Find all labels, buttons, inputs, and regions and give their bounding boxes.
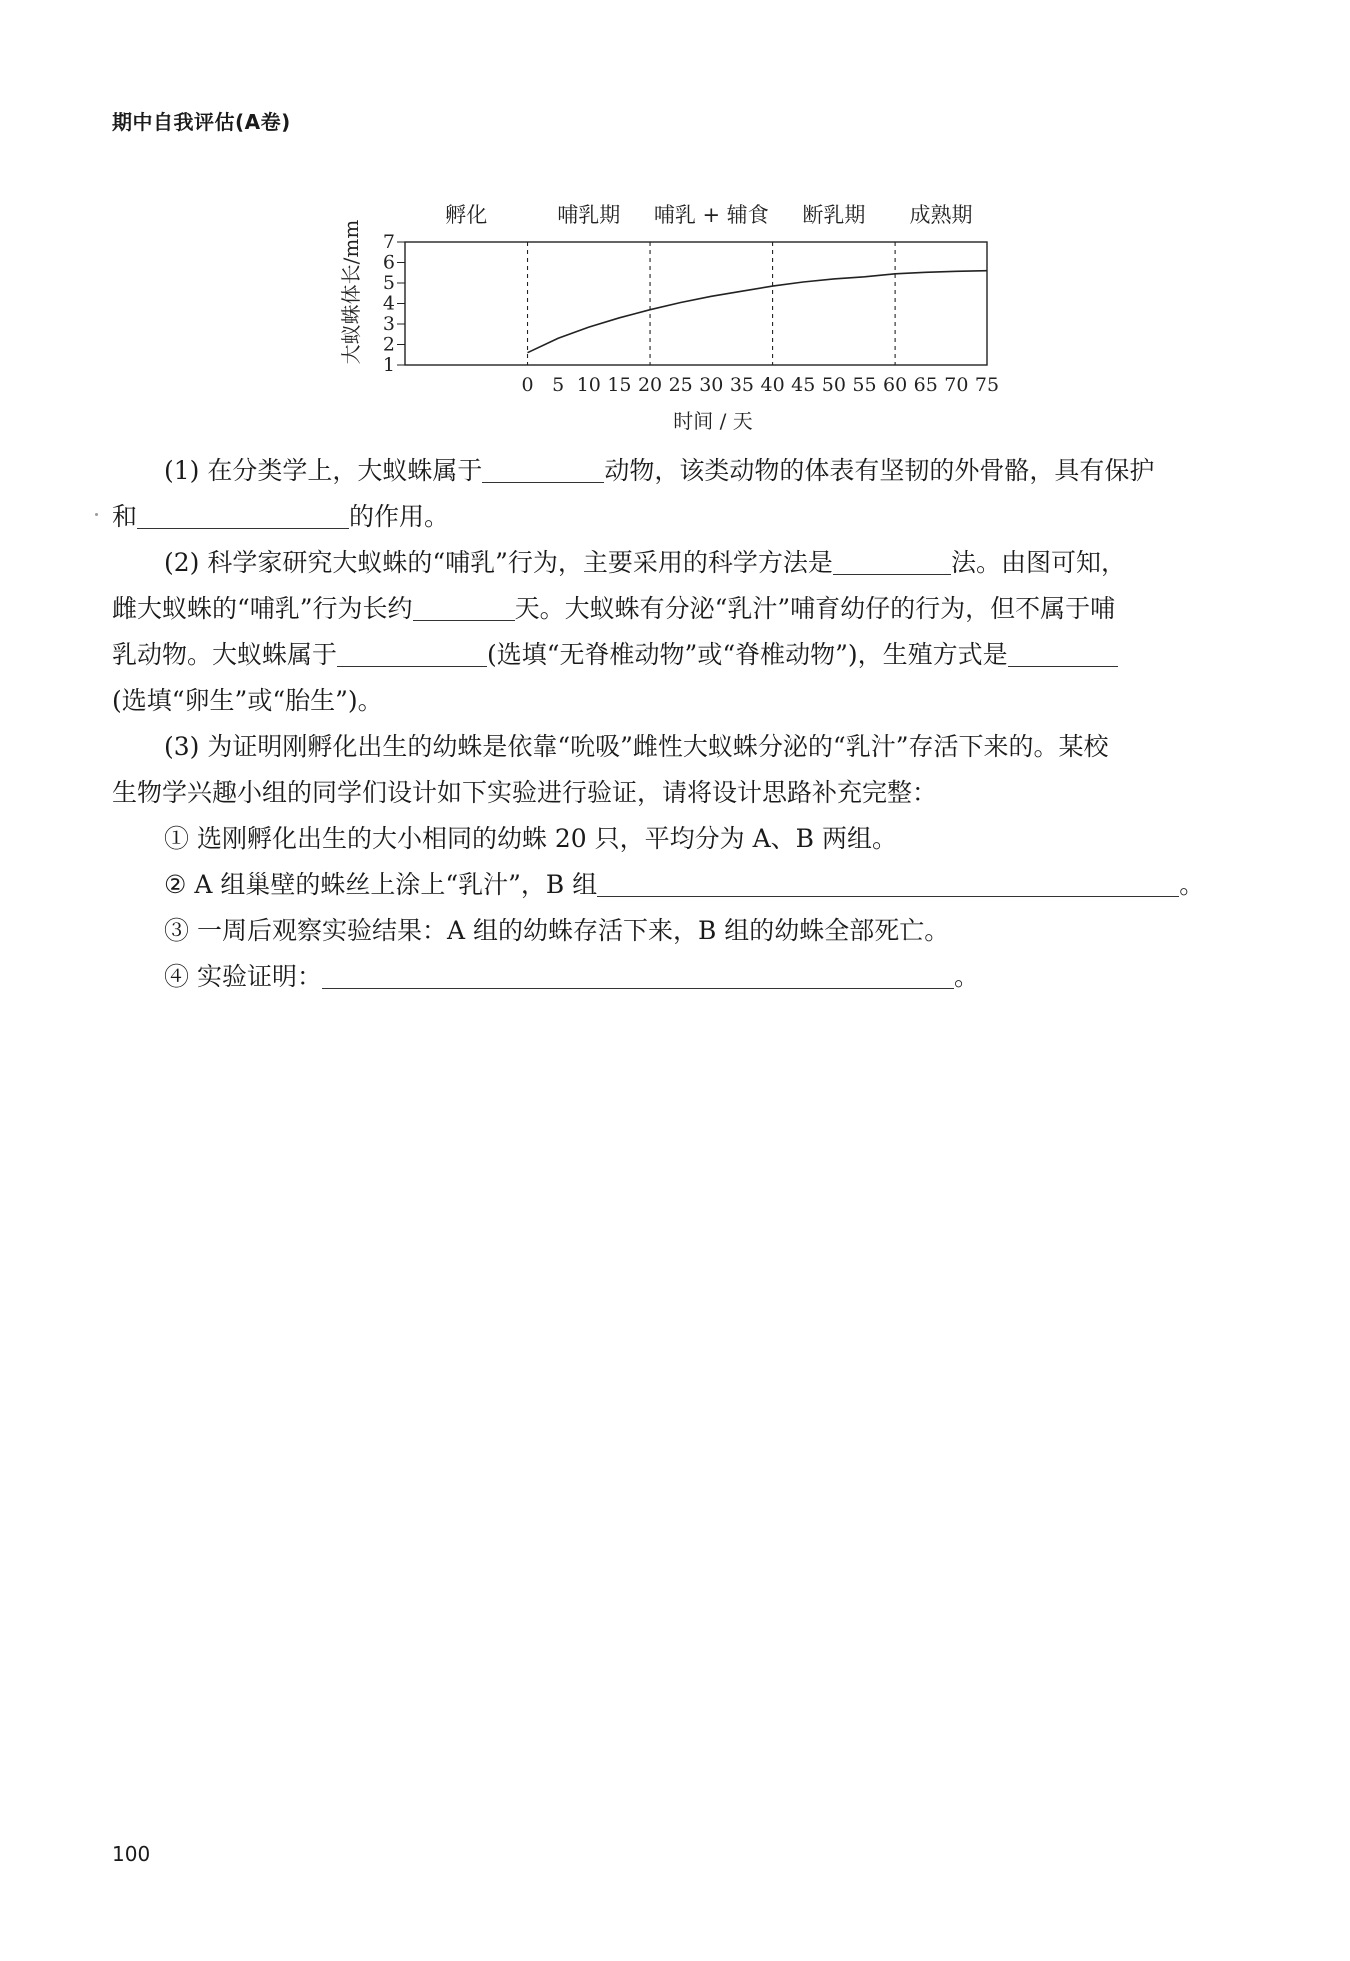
x-tick-label: 5 <box>552 374 565 396</box>
x-tick-label: 55 <box>852 374 877 396</box>
phase-label: 断乳期 <box>802 203 866 227</box>
q3-step4: ④ 实验证明： 。 <box>112 954 1234 1000</box>
x-tick-label: 65 <box>913 374 938 396</box>
phase-label: 成熟期 <box>909 203 973 227</box>
q1-blank-2[interactable] <box>137 498 349 529</box>
y-tick-label: 6 <box>382 251 395 274</box>
phase-label: 孵化 <box>445 203 488 227</box>
y-tick-label: 2 <box>382 333 395 356</box>
x-axis-label: 时间 / 天 <box>673 409 753 433</box>
x-tick-label: 0 <box>521 374 534 396</box>
y-tick-label: 4 <box>382 292 395 315</box>
q1-blank-1[interactable] <box>482 452 604 483</box>
q3-line2: 生物学兴趣小组的同学们设计如下实验进行验证，请将设计思路补充完整： <box>112 778 938 807</box>
q1-line2: 和 的作用。 <box>112 494 1234 540</box>
plot-frame <box>405 242 987 365</box>
q3-blank-conclusion[interactable] <box>322 958 954 989</box>
x-tick-label: 35 <box>729 374 755 396</box>
phase-label: 哺乳期 <box>557 203 621 227</box>
y-tick-label: 7 <box>382 231 395 253</box>
x-tick-label: 60 <box>883 374 908 396</box>
x-ticks <box>521 374 999 396</box>
x-tick-label: 40 <box>760 374 785 396</box>
q3-blank-b-group[interactable] <box>597 866 1179 897</box>
q1-line1: (1) 在分类学上，大蚁蛛属于 动物，该类动物的体表有坚韧的外骨骼，具有保护 <box>112 448 1234 494</box>
y-ticks <box>383 231 405 376</box>
y-tick-label: 1 <box>382 354 395 376</box>
q2-blank-days[interactable] <box>413 590 515 621</box>
q2-line2: 雌大蚁蛛的“哺乳”行为长约 天。大蚁蛛有分泌“乳汁”哺育幼仔的行为，但不属于哺 <box>112 586 1234 632</box>
page-header: 期中自我评估(A卷) <box>112 110 291 134</box>
x-tick-label: 75 <box>974 374 1000 396</box>
phase-label: 哺乳 + 辅食 <box>653 203 769 227</box>
x-tick-label: 15 <box>607 374 632 396</box>
q2-blank-class[interactable] <box>337 636 487 667</box>
phase-labels <box>445 203 972 227</box>
x-tick-label: 10 <box>576 374 601 396</box>
y-axis-label: 大蚁蛛体长/mm <box>339 219 363 365</box>
scan-dot <box>95 513 98 516</box>
phase-boundaries <box>528 242 896 365</box>
q2-line3: 乳动物。大蚁蛛属于 (选填“无脊椎动物”或“脊椎动物”)，生殖方式是 <box>112 632 1234 678</box>
q3-line1: (3) 为证明刚孵化出生的幼蛛是依靠“吮吸”雌性大蚁蛛分泌的“乳汁”存活下来的。某校 <box>164 732 1109 761</box>
q2-blank-method[interactable] <box>833 544 951 575</box>
growth-chart <box>330 190 1010 435</box>
x-tick-label: 20 <box>637 374 663 396</box>
q2-line1: (2) 科学家研究大蚁蛛的“哺乳”行为，主要采用的科学方法是 法。由图可知， <box>112 540 1234 586</box>
q3-step3: ③ 一周后观察实验结果：A 组的幼蛛存活下来，B 组的幼蛛全部死亡。 <box>164 916 950 945</box>
x-tick-label: 45 <box>791 374 816 396</box>
x-tick-label: 70 <box>944 374 969 396</box>
x-tick-label: 30 <box>699 374 724 396</box>
page-number: 100 <box>112 1842 151 1866</box>
q2-blank-repro[interactable] <box>1008 636 1118 667</box>
q3-step1: ① 选刚孵化出生的大小相同的幼蛛 20 只，平均分为 A、B 两组。 <box>164 824 897 853</box>
y-tick-label: 3 <box>382 313 395 335</box>
q2-line4: (选填“卵生”或“胎生”)。 <box>112 686 383 715</box>
x-tick-label: 50 <box>821 374 846 396</box>
q3-step2: ② A 组巢壁的蛛丝上涂上“乳汁”，B 组 。 <box>112 862 1234 908</box>
growth-curve <box>528 271 988 353</box>
y-tick-label: 5 <box>382 272 395 294</box>
question-content <box>112 448 1234 1000</box>
x-tick-label: 25 <box>668 374 693 396</box>
